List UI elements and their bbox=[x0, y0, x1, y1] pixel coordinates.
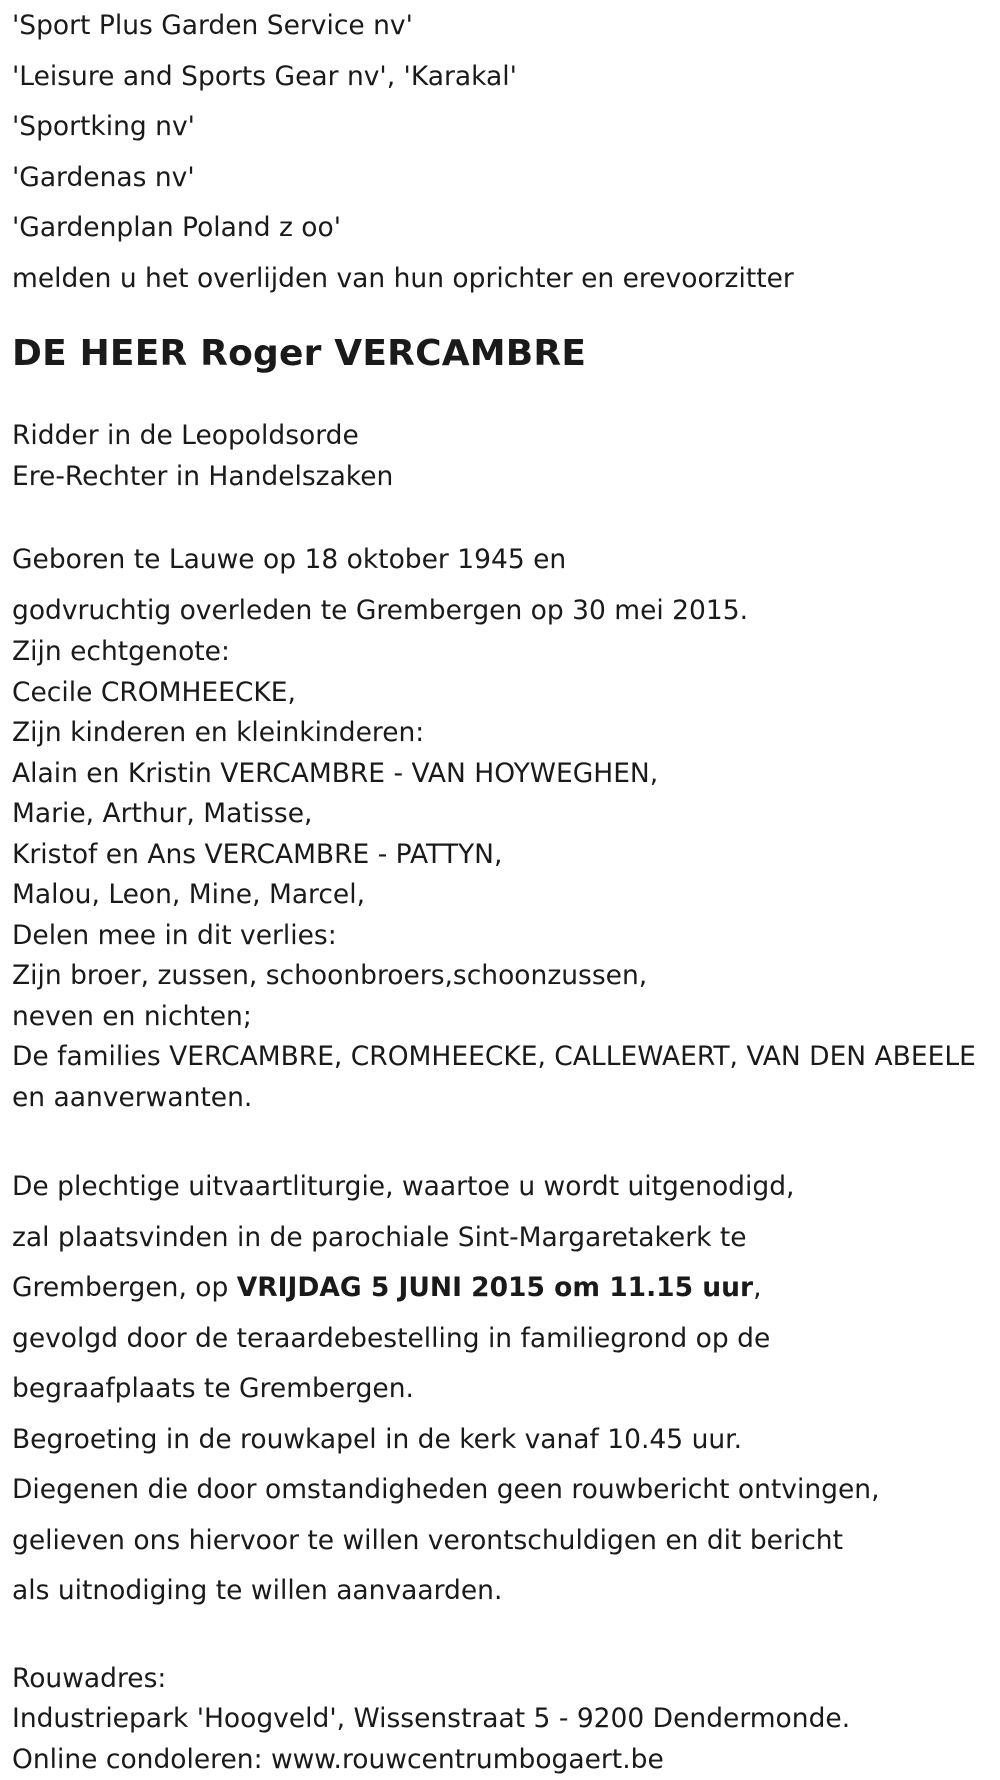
address-street: Industriepark 'Hoogveld', Wissenstraat 5 - 9200 Dendermonde. bbox=[12, 1699, 1000, 1740]
ceremony-date-prefix: Grembergen, op bbox=[12, 1272, 237, 1303]
ceremony-line: zal plaatsvinden in de parochiale Sint-Margaretakerk te bbox=[12, 1213, 1000, 1264]
company-name: 'Sportking nv' bbox=[12, 102, 1000, 153]
company-name: 'Gardenplan Poland z oo' bbox=[12, 203, 1000, 254]
mourning-address bbox=[12, 1659, 1000, 1780]
family-line: Kristof en Ans VERCAMBRE - PATTYN, bbox=[12, 835, 1000, 876]
company-list bbox=[12, 0, 1000, 304]
family-line: Alain en Kristin VERCAMBRE - VAN HOYWEGHEN, bbox=[12, 754, 1000, 795]
family-line: Marie, Arthur, Matisse, bbox=[12, 794, 1000, 835]
ceremony-line: gevolgd door de teraardebestelling in familiegrond op de bbox=[12, 1314, 1000, 1365]
ceremony-line: Begroeting in de rouwkapel in de kerk vanaf 10.45 uur. bbox=[12, 1415, 1000, 1466]
family-line: Zijn echtgenote: bbox=[12, 632, 1000, 673]
family-line: Cecile CROMHEECKE, bbox=[12, 673, 1000, 714]
ceremony-line: begraafplaats te Grembergen. bbox=[12, 1364, 1000, 1415]
birth-death-info bbox=[12, 535, 1000, 636]
family-line: en aanverwanten. bbox=[12, 1078, 1000, 1119]
family-line: neven en nichten; bbox=[12, 997, 1000, 1038]
title-line: Ere-Rechter in Handelszaken bbox=[12, 457, 1000, 498]
family-line: Delen mee in dit verlies: bbox=[12, 916, 1000, 957]
funeral-details bbox=[12, 1162, 1000, 1617]
company-name: 'Sport Plus Garden Service nv' bbox=[12, 1, 1000, 52]
deceased-name: DE HEER Roger VERCAMBRE bbox=[12, 332, 1000, 376]
death-line: godvruchtig overleden te Grembergen op 30 mei 2015. bbox=[12, 586, 1000, 637]
ceremony-line: De plechtige uitvaartliturgie, waartoe u wordt uitgenodigd, bbox=[12, 1162, 1000, 1213]
company-name: 'Gardenas nv' bbox=[12, 153, 1000, 204]
birth-line: Geboren te Lauwe op 18 oktober 1945 en bbox=[12, 535, 1000, 586]
company-name: 'Leisure and Sports Gear nv', 'Karakal' bbox=[12, 52, 1000, 103]
ceremony-line: gelieven ons hiervoor te willen verontschuldigen en dit bericht bbox=[12, 1516, 1000, 1567]
ceremony-date-suffix: , bbox=[753, 1272, 761, 1303]
honorary-titles bbox=[12, 416, 1000, 497]
address-label: Rouwadres: bbox=[12, 1659, 1000, 1700]
family-line: Malou, Leon, Mine, Marcel, bbox=[12, 875, 1000, 916]
ceremony-line: Diegenen die door omstandigheden geen rouwbericht ontvingen, bbox=[12, 1465, 1000, 1516]
family-line: De families VERCAMBRE, CROMHEECKE, CALLEWAERT, VAN DEN ABEELE bbox=[12, 1037, 1000, 1078]
family-line: Zijn kinderen en kleinkinderen: bbox=[12, 713, 1000, 754]
online-condolence: Online condoleren: www.rouwcentrumbogaert.be bbox=[12, 1740, 1000, 1780]
family-line: Zijn broer, zussen, schoonbroers,schoonzussen, bbox=[12, 956, 1000, 997]
ceremony-date: VRIJDAG 5 JUNI 2015 om 11.15 uur bbox=[237, 1272, 753, 1303]
family-list bbox=[12, 632, 1000, 1118]
ceremony-line: als uitnodiging te willen aanvaarden. bbox=[12, 1566, 1000, 1617]
ceremony-date-line bbox=[12, 1263, 1000, 1314]
intro-text: melden u het overlijden van hun oprichter en erevoorzitter bbox=[12, 254, 1000, 305]
title-line: Ridder in de Leopoldsorde bbox=[12, 416, 1000, 457]
